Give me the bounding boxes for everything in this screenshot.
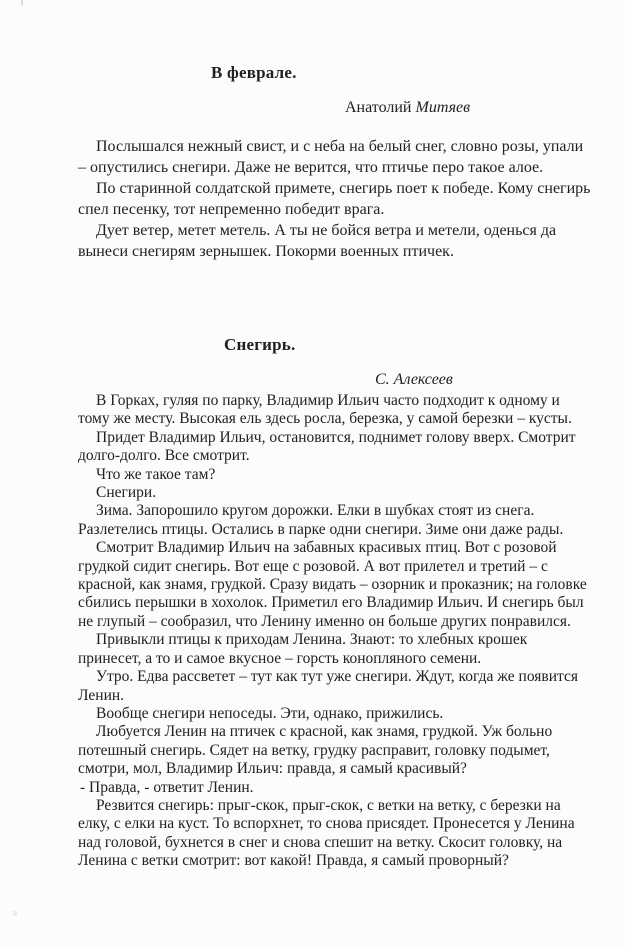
paragraph: Смотрит Владимир Ильич на забавных красивых птиц. Вот с розовой грудкой сидит снегирь. Вот еще с розовой. А вот прилетел и третий – с красной, как знамя, грудкой. Сразу видать – озорник и проказник; на головке сбились перышки в хохолок. Приметил его Владимир Ильич. И снегирь был не глупый – сообразил, что Ленину именно он больше других понравился. xyxy=(78,539,587,630)
story-in-february xyxy=(78,63,592,262)
scan-artifact xyxy=(13,911,17,916)
paragraph: Резвится снегирь: прыг-скок, прыг-скок, с ветки на ветку, с березки на елку, с елки на куст. То вспорхнет, то снова присядет. Пронесется у Ленина над головой, бухнется в снег и снова спешит на ветку. Скосит головку, на Ленина с ветки смотрит: вот какой! Правда, я самый проворный? xyxy=(78,796,575,870)
paragraph: В Горках, гуляя по парку, Владимир Ильич часто подходит к одному и тому же месту. Высокая ель здесь росла, березка, у самой березки – кусты. xyxy=(78,392,572,428)
author-given-name: Анатолий xyxy=(345,99,416,116)
paragraph: По старинной солдатской примете, снегирь поет к победе. Кому снегирь спел песенку, тот непременно победит врага. xyxy=(78,180,591,218)
paragraph: Зима. Запорошило кругом дорожки. Елки в шубках стоят из снега. Разлетелись птицы. Остались в парке одни снегири. Зиме они даже рады. xyxy=(78,502,564,538)
paragraph: Привыкли птицы к приходам Ленина. Знают: то хлебных крошек принесет, а то и самое вкусное – горсть конопляного семени. xyxy=(78,631,528,667)
paragraph: Утро. Едва рассветет – тут как тут уже снегири. Ждут, когда же появится Ленин. xyxy=(78,668,578,704)
paragraph: Что же такое там? xyxy=(96,465,216,483)
paragraph: Вообще снегири непоседы. Эти, однако, прижились. xyxy=(96,704,444,722)
story-snegir xyxy=(78,335,592,871)
story-title: В феврале. xyxy=(211,63,297,82)
paragraph: Придет Владимир Ильич, остановится, поднимет голову вверх. Смотрит долго-долго. Все смотрит. xyxy=(78,428,576,465)
story-title: Снегирь. xyxy=(224,335,296,354)
story-author-line xyxy=(375,371,592,389)
author-surname: С. Алексеев xyxy=(375,371,453,388)
story-author-line xyxy=(345,99,592,117)
author-surname: Митяев xyxy=(415,99,471,116)
scan-artifact xyxy=(21,0,23,6)
dialog-paragraph: - Правда, - ответит Ленин. xyxy=(80,778,254,796)
paragraph: Снегири. xyxy=(96,484,157,502)
paragraph: Любуется Ленин на птичек с красной, как знамя, грудкой. Уж больно потешный снегирь. Сядет на ветку, грудку расправит, головку подымет, смотри, мол, Владимир Ильич: правда, я самый красивый? xyxy=(78,723,553,778)
paragraph: Дует ветер, метет метель. А ты не бойся ветра и метели, оденься да вынеси снегирям зернышек. Покорми военных птичек. xyxy=(78,222,557,260)
paragraph: Послышался нежный свист, и с неба на белый снег, словно розы, упали – опустились снегири. Даже не верится, что птичье перо такое алое. xyxy=(78,138,584,176)
